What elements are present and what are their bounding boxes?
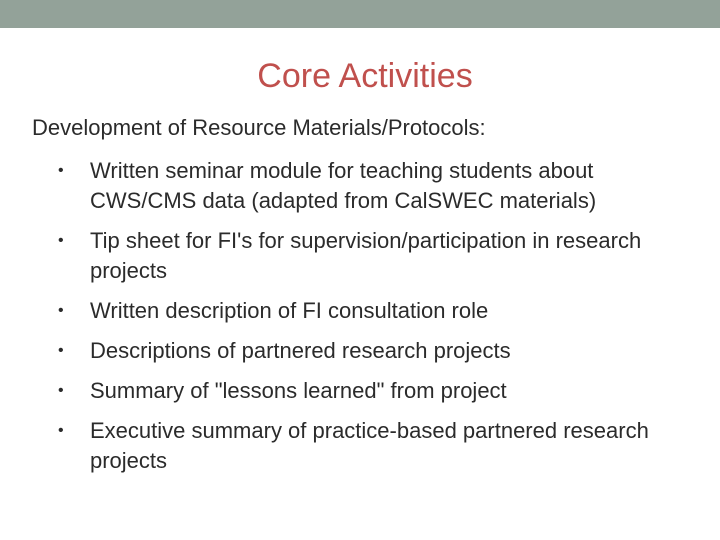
- bullet-icon: •: [58, 302, 64, 319]
- bullet-icon: •: [58, 422, 64, 439]
- top-band: [0, 0, 720, 28]
- list-item-text: Descriptions of partnered research projects: [90, 338, 511, 363]
- bullet-list: [32, 156, 702, 476]
- bullet-icon: •: [58, 232, 64, 249]
- bullet-icon: •: [58, 162, 64, 179]
- list-item: [58, 226, 702, 286]
- slide-title: Core Activities: [257, 57, 473, 95]
- list-item: [58, 336, 702, 366]
- list-item-text: Written description of FI consultation role: [90, 298, 489, 323]
- list-item: [58, 296, 702, 326]
- slide-body: [32, 112, 702, 486]
- list-item-text: Written seminar module for teaching students about CWS/CMS data (adapted from CalSWEC materials): [90, 158, 597, 213]
- list-item: [58, 416, 702, 476]
- list-item: [58, 376, 702, 406]
- list-item-text: Tip sheet for FI's for supervision/participation in research projects: [90, 228, 642, 283]
- lead-text: Development of Resource Materials/Protocols:: [32, 115, 486, 140]
- list-item: [58, 156, 702, 216]
- list-item-text: Executive summary of practice-based partnered research projects: [90, 418, 649, 473]
- bullet-icon: •: [58, 382, 64, 399]
- list-item-text: Summary of "lessons learned" from project: [90, 378, 507, 403]
- bullet-icon: •: [58, 342, 64, 359]
